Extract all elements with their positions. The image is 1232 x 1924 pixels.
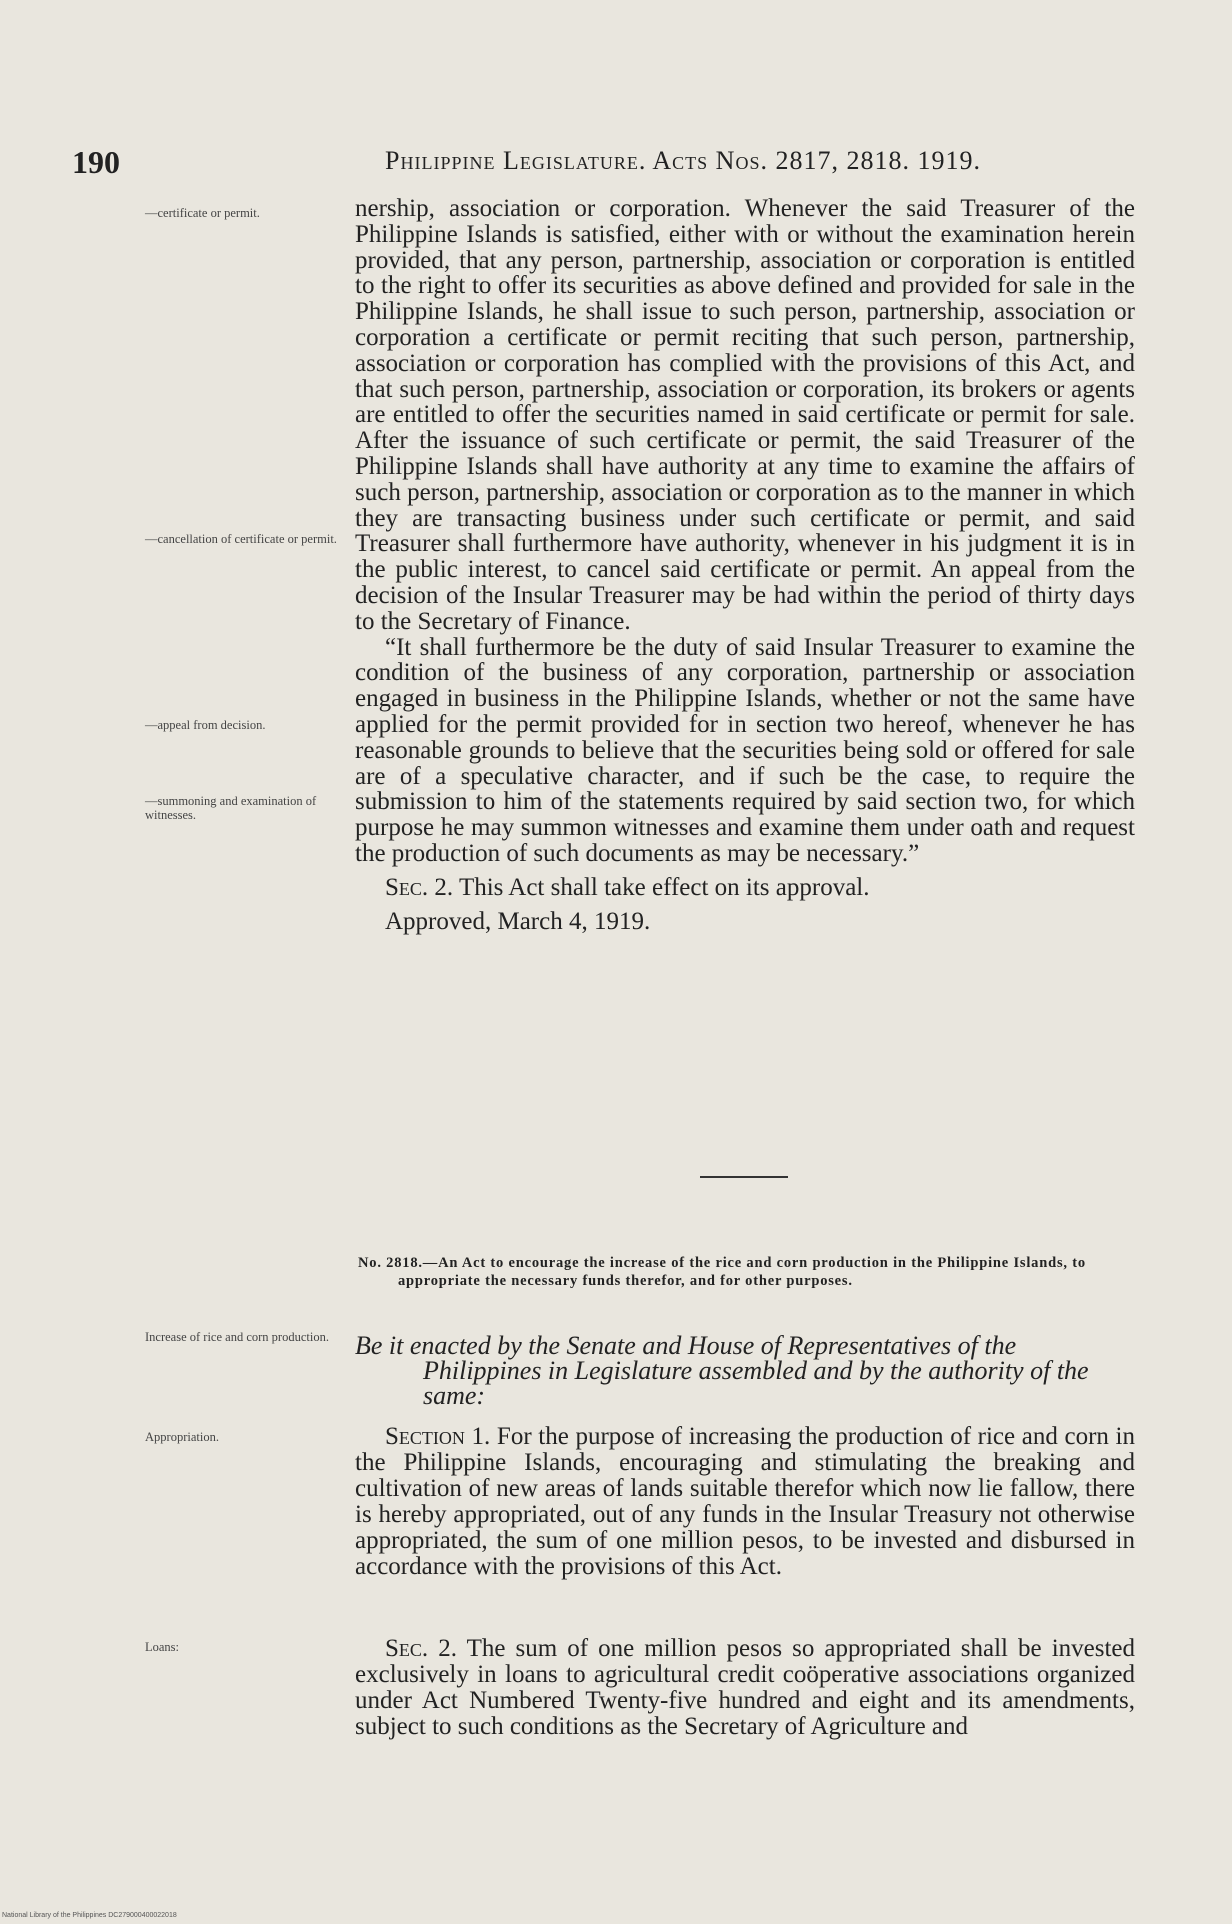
footer-credit: National Library of the Philippines DC279000400022018 — [2, 1912, 177, 1919]
margin-note-summoning: —summoning and examination of witnesses. — [145, 794, 317, 822]
enacting-clause: Be it enacted by the Senate and House of Representatives of the Philippines in Legislature assembled and by the authority of the same: — [355, 1331, 1089, 1410]
act-2818-section-1 — [355, 1424, 1135, 1580]
margin-note-loans: Loans: — [145, 1640, 180, 1654]
margin-note-appropriation: Appropriation. — [145, 1430, 219, 1444]
section-divider — [700, 1176, 788, 1178]
act-2818-section-2 — [355, 1636, 1135, 1740]
margin-note-increase: Increase of rice and corn production. — [145, 1330, 329, 1344]
section-text: For the purpose of increasing the production of rice and corn in the Philippine Islands, encouraging and stimulating the breaking and cultivation of new areas of lands suitable therefor which now lie fallow, there is hereby appropriated, out of any funds in the Insular Treasury not otherwise appropriated, the sum of one million pesos, to be invested and disbursed in accordance with the provisions of this Act. — [355, 1423, 1135, 1580]
margin-note-certificate: —certificate or permit. — [145, 206, 260, 220]
act-2817-paragraph-2: “It shall furthermore be the duty of said Insular Treasurer to examine the condition of the business of any corporation, partnership or association engaged in business in the Philippine Islands, whether or not the same have applied for the permit provided for in section two hereof, whenever he has reasonable grounds to believe that the securities being sold or offered for sale are of a speculative character, and if such be the case, to require the submission to him of the statements required by said section two, for which purpose he may summon witnesses and examine them under oath and request the production of such documents as may be necessary.” — [355, 633, 1135, 867]
act-2817-paragraph-1: nership, association or corporation. Whenever the said Treasurer of the Philippine Islands is satisfied, either with or without the examination herein provided, that any person, partnership, association or corporation is entitled to the right to offer its securities as above defined and provided for sale in the Philippine Islands, he shall issue to such person, partnership, association or corporation a certificate or permit reciting that such person, partnership, association or corporation has complied with the provisions of this Act, and that such person, partnership, association or corporation, its brokers or agents are entitled to offer the securities named in said certificate or permit for sale. After the issuance of such certificate or permit, the said Treasurer of the Philippine Islands shall have authority at any time to examine the affairs of such person, partnership, association or corporation as to the manner in which they are transacting business under such certificate or permit, and said Treasurer shall furthermore have authority, whenever in his judgment it is in the public interest, to cancel said certificate or permit. An appeal from the decision of the Insular Treasurer may be had within the period of thirty days to the Secretary of Finance. — [355, 195, 1135, 635]
act-2817-text — [355, 196, 1135, 934]
section-label: Sec. 2. — [385, 1635, 457, 1662]
page-number: 190 — [72, 144, 120, 180]
section-label: Sec. 2. — [385, 873, 454, 901]
margin-note-cancellation: —cancellation of certificate or permit. — [145, 532, 337, 546]
act-2818-title: No. 2818.—An Act to encourage the increase of the rice and corn production in the Philippine Islands, to appropriate the necessary funds therefor, and for other purposes. — [358, 1255, 1086, 1289]
running-head: Philippine Legislature. Acts Nos. 2817, 2818. 1919. — [385, 146, 981, 175]
act-2817-section-2 — [355, 875, 1135, 901]
section-text: This Act shall take effect on its approval. — [453, 873, 870, 901]
act-2817-approved: Approved, March 4, 1919. — [385, 907, 651, 935]
section-label: Section 1. — [385, 1423, 491, 1450]
section-text: The sum of one million pesos so appropriated shall be invested exclusively in loans to agricultural credit coöperative associations organized under Act Numbered Twenty-five hundred and eight and its amendments, subject to such conditions as the Secretary of Agriculture and — [355, 1635, 1136, 1740]
margin-note-appeal: —appeal from decision. — [145, 718, 266, 732]
